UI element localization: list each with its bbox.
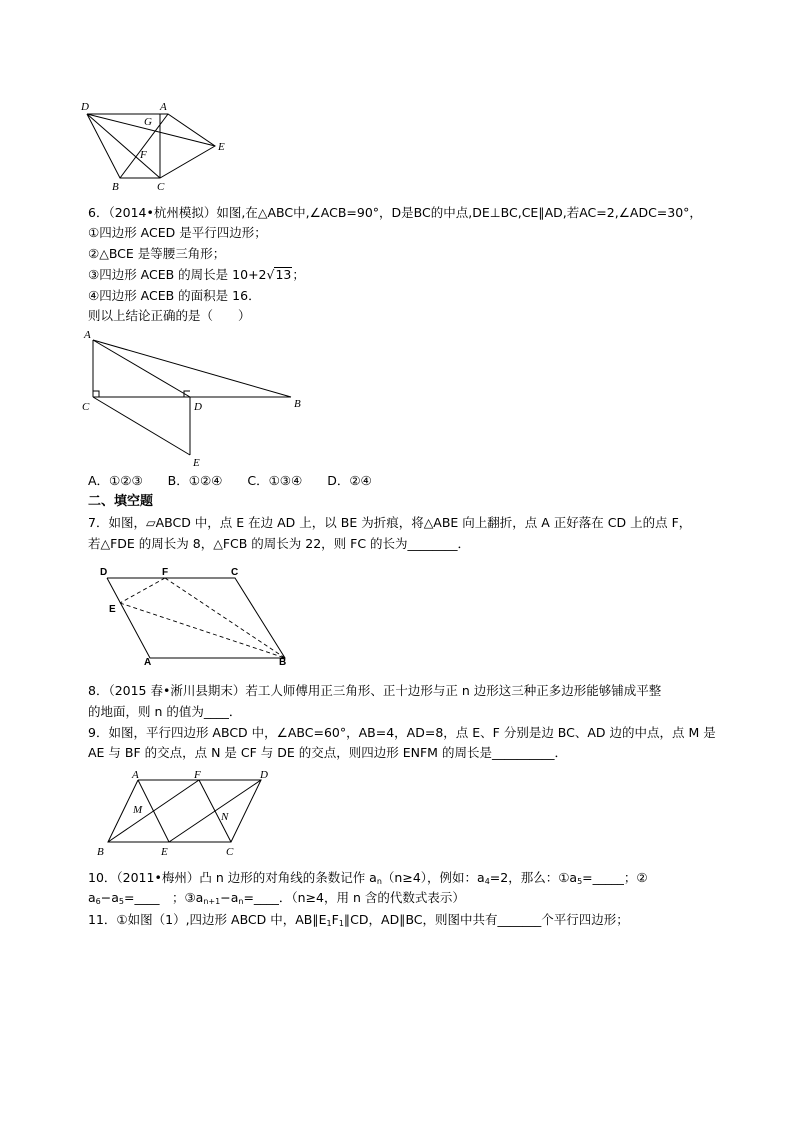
q10-text: =____ ；③a	[124, 890, 204, 905]
q7-label-F: F	[162, 567, 169, 578]
q6-options: A．①②③ B．①②④ C．①③④ D．②④	[88, 473, 372, 488]
q11-text: F	[331, 912, 339, 927]
q6-statement-2: ②△BCE 是等腰三角形；	[88, 246, 226, 261]
label-D: D	[81, 101, 89, 113]
q7-label-A: A	[144, 657, 152, 668]
subscript: 1	[338, 919, 344, 928]
q6-label-E: E	[193, 457, 200, 469]
label-A: A	[160, 101, 167, 113]
q9-label-B: B	[97, 846, 104, 858]
subscript: 1	[326, 919, 332, 928]
q9-line-2: AE 与 BF 的交点，点 N 是 CF 与 DE 的交点，则四边形 ENFM 的周长是__________．	[88, 745, 567, 760]
q6-s3-suffix: ；	[292, 267, 305, 282]
q6-label-B: B	[294, 398, 301, 410]
q9-label-D: D	[260, 769, 268, 781]
q10-text: （n≥4），例如：a	[381, 870, 485, 885]
q11-text: ∥CD，AD∥BC，则图中共有_______个平行四边形；	[343, 912, 629, 927]
q8-line-1: 8．（2015 春•淅川县期末）若工人师傅用正三角形、正十边形与正 n 边形这三种正多边形能够铺成平整	[88, 683, 662, 698]
q11-line-1	[88, 910, 629, 934]
q9-label-A: A	[132, 769, 139, 781]
q10-text: =____．（n≥4，用 n 含的代数式表示）	[243, 890, 465, 905]
q7-label-D: D	[100, 567, 108, 578]
label-E: E	[218, 141, 225, 153]
q9-label-N: N	[221, 811, 229, 823]
subscript: 5	[577, 877, 583, 886]
subscript: n+1	[203, 897, 221, 906]
subscript: 5	[118, 897, 124, 906]
q6-s3-radicand: 13	[275, 267, 292, 282]
q10-text: =_____；②	[582, 870, 648, 885]
q6-stem: 6．（2014•杭州模拟）如图,在△ABC中,∠ACB=90°，D是BC的中点,DE⊥BC,CE∥AD,若AC=2,∠ADC=30°，	[88, 205, 702, 220]
section-heading-fill-in: 二、填空题	[88, 494, 154, 509]
q10-line-2	[88, 888, 465, 912]
subscript: 4	[484, 877, 490, 886]
q9-label-C: C	[226, 846, 234, 858]
q6-s3-prefix: ③四边形 ACEB 的周长是 10+2	[88, 267, 267, 282]
q10-text: =2，那么：①a	[489, 870, 578, 885]
subscript: n	[376, 877, 382, 886]
q9-label-M: M	[133, 804, 143, 816]
q6-statement-3	[88, 265, 305, 285]
q7-label-E: E	[109, 604, 116, 615]
q10-text: −a	[220, 890, 239, 905]
q7-line-1: 7．如图，▱ABCD 中，点 E 在边 AD 上，以 BE 为折痕，将△ABE 向上翻折，点 A 正好落在 CD 上的点 F，	[88, 515, 692, 530]
figure-q6-triangle	[80, 326, 310, 471]
label-F: F	[140, 149, 147, 161]
figure-q9-parallelogram	[88, 766, 283, 861]
label-G: G	[144, 116, 152, 128]
sqrt-sign: √	[266, 267, 275, 282]
q9-label-E: E	[161, 846, 168, 858]
figure-q7-parallelogram	[95, 563, 295, 668]
q10-text: −a	[100, 890, 119, 905]
q6-label-C: C	[82, 401, 90, 413]
q7-label-C: C	[231, 567, 239, 578]
q6-label-A: A	[84, 329, 91, 341]
label-C: C	[157, 181, 165, 193]
q7-label-B: B	[279, 657, 287, 668]
q10-text: 10．（2011•梅州）凸 n 边形的对角线的条数记作 a	[88, 870, 377, 885]
q10-text: a	[88, 890, 96, 905]
q9-label-F: F	[194, 769, 201, 781]
q7-line-2: 若△FDE 的周长为 8，△FCB 的周长为 22，则 FC 的长为________．	[88, 536, 471, 551]
q8-line-2: 的地面，则 n 的值为____．	[88, 704, 242, 719]
figure-top-quadrilateral	[80, 96, 240, 196]
label-B: B	[112, 181, 119, 193]
q6-question: 则以上结论正确的是（ ）	[88, 308, 251, 323]
q6-label-D: D	[194, 401, 202, 413]
subscript: 6	[95, 897, 101, 906]
q6-statement-4: ④四边形 ACEB 的面积是 16．	[88, 288, 261, 303]
q11-text: 11．①如图（1）,四边形 ABCD 中，AB∥E	[88, 912, 327, 927]
subscript: n	[238, 897, 244, 906]
q9-line-1: 9．如图，平行四边形 ABCD 中，∠ABC=60°，AB=4，AD=8，点 E、F 分别是边 BC、AD 边的中点，点 M 是	[88, 725, 716, 740]
q6-statement-1: ①四边形 ACED 是平行四边形；	[88, 225, 267, 240]
